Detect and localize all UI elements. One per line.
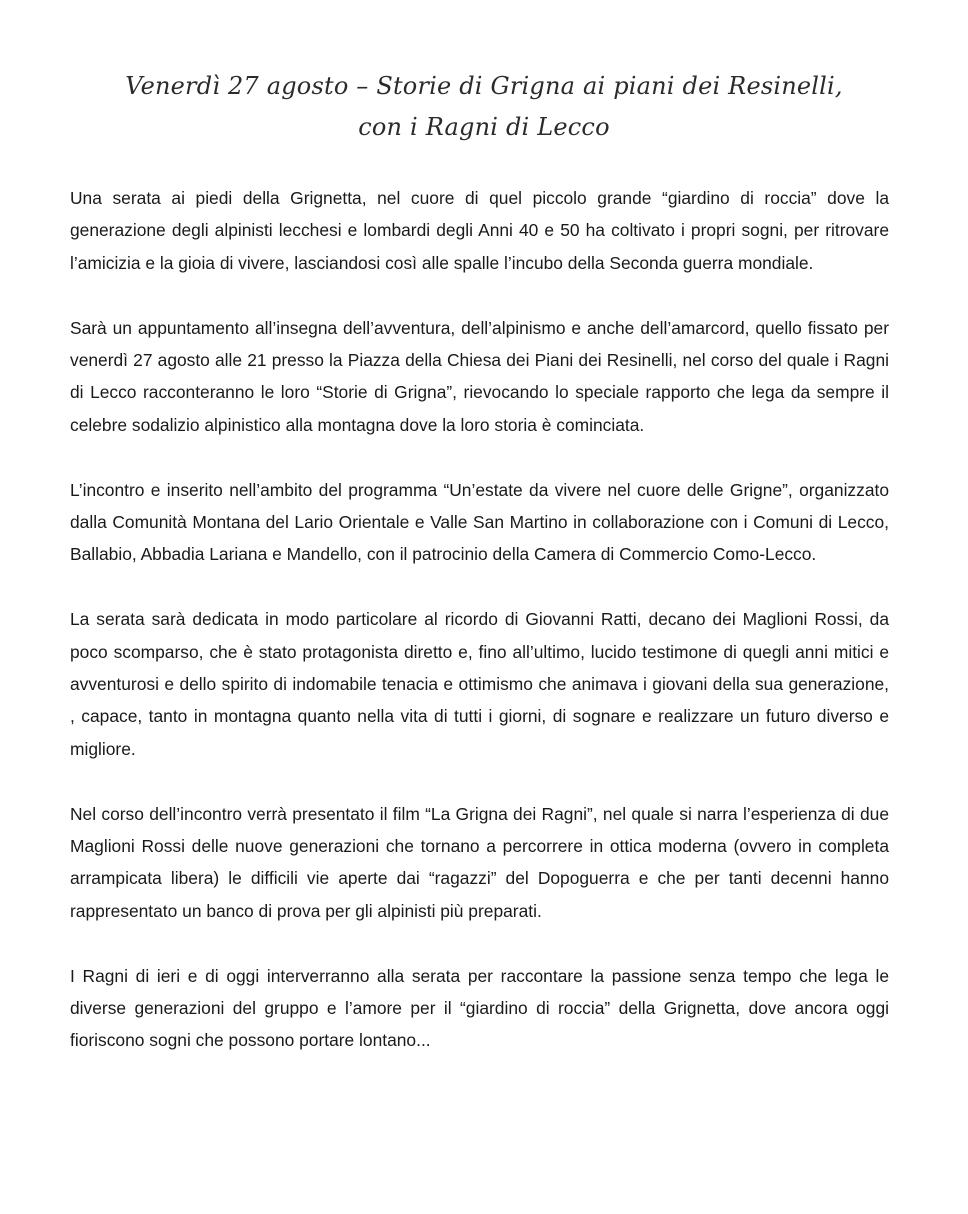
title-line-1: Venerdì 27 agosto – Storie di Grigna ai piani dei Resinelli,: [125, 72, 843, 100]
paragraph-appointment: Sarà un appuntamento all’insegna dell’avventura, dell’alpinismo e anche dell’amarcord, quello fissato per venerdì 27 agosto alle 21 presso la Piazza della Chiesa dei Piani dei Resinelli, nel corso del quale i Ragni di Lecco racconteranno le loro “Storie di Grigna”, rievocando lo speciale rapporto che lega da sempre il celebre sodalizio alpinistico alla montagna dove la loro storia è cominciata.: [70, 317, 889, 435]
paragraph-closing: I Ragni di ieri e di oggi interverranno alla serata per raccontare la passione senza tempo che lega le diverse generazioni del gruppo e l’amore per il “giardino di roccia” della Grignetta, dove ancora oggi fioriscono sogni che possono portare lontano...: [70, 965, 889, 1051]
paragraph-dedication: La serata sarà dedicata in modo particolare al ricordo di Giovanni Ratti, decano dei Maglioni Rossi, da poco scomparso, che è stato protagonista diretto e, fino all’ultimo, lucido testimone di quegli anni mitici e avventurosi e dello spirito di indomabile tenacia e ottimismo che animava i giovani della sua generazione, , capace, tanto in montagna quanto nella vita di tutti i giorni, di sognare e realizzare un futuro diverso e migliore.: [70, 609, 889, 759]
document-body: [70, 182, 889, 1089]
paragraph-program: L’incontro e inserito nell’ambito del programma “Un’estate da vivere nel cuore delle Grigne”, organizzato dalla Comunità Montana del Lario Orientale e Valle San Martino in collaborazione con i Comuni di Lecco, Ballabio, Abbadia Lariana e Mandello, con il patrocinio della Camera di Commercio Como-Lecco.: [70, 479, 889, 565]
document-title: [0, 66, 968, 148]
paragraph-film: Nel corso dell’incontro verrà presentato il film “La Grigna dei Ragni”, nel quale si narra l’esperienza di due Maglioni Rossi delle nuove generazioni che tornano a percorrere in ottica moderna (ovvero in completa arrampicata libera) le difficili vie aperte dai “ragazzi” del Dopoguerra e che per tanti decenni hanno rappresentato un banco di prova per gli alpinisti più preparati.: [70, 803, 889, 921]
title-line-2: con i Ragni di Lecco: [358, 113, 610, 141]
paragraph-intro: Una serata ai piedi della Grignetta, nel cuore di quel piccolo grande “giardino di roccia” dove la generazione degli alpinisti lecchesi e lombardi degli Anni 40 e 50 ha coltivato i propri sogni, per ritrovare l’amicizia e la gioia di vivere, lasciandosi così alle spalle l’incubo della Seconda guerra mondiale.: [70, 188, 889, 273]
